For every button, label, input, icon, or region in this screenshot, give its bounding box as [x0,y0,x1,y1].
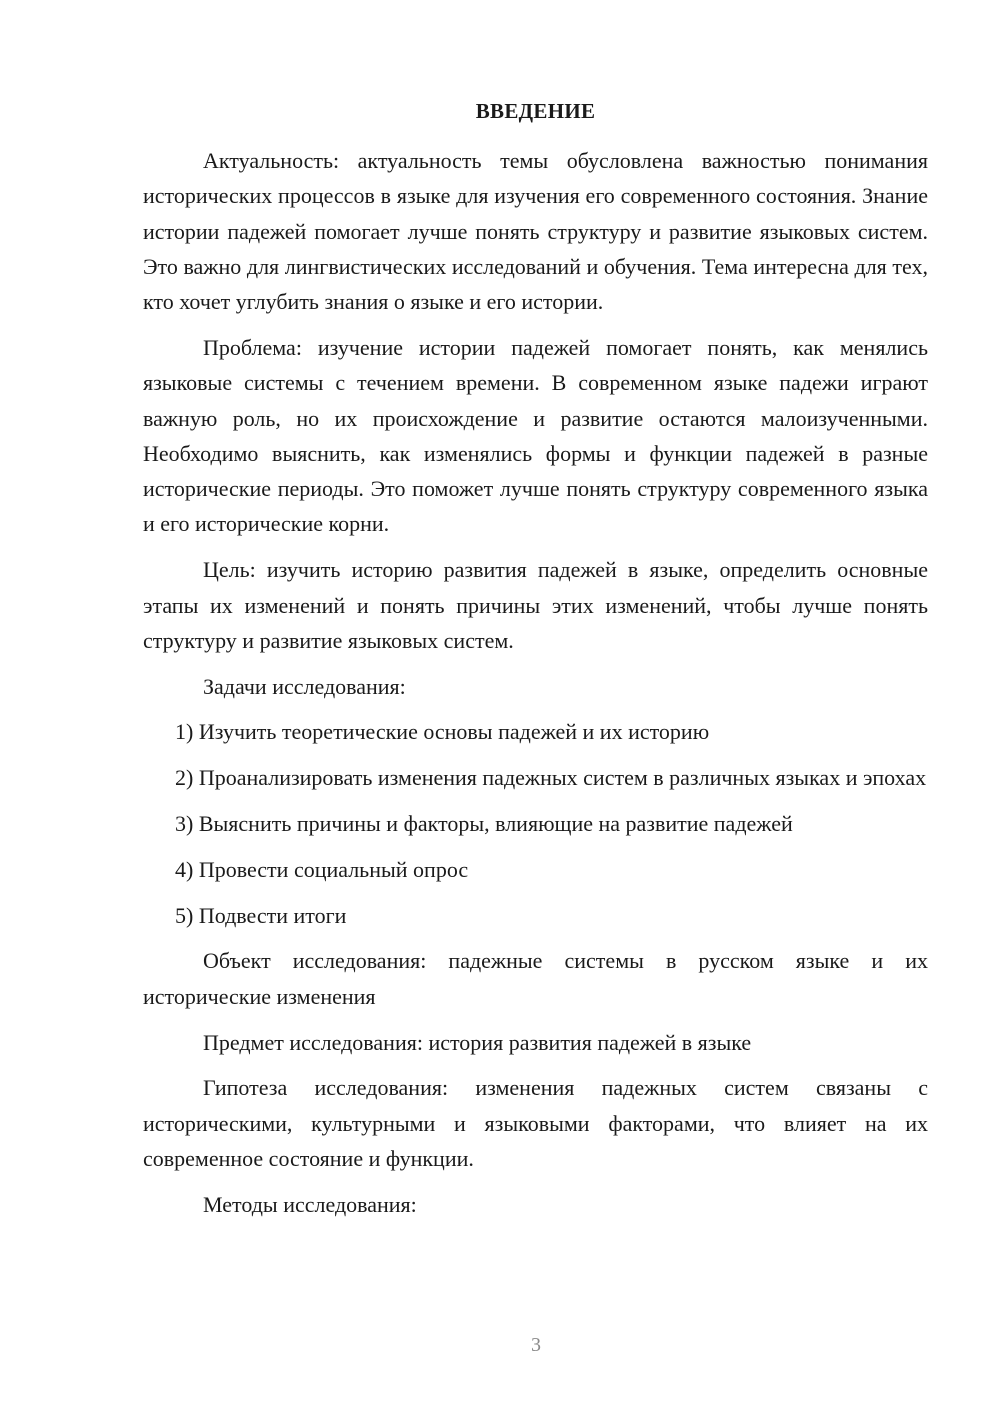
task-item-4: 4) Провести социальный опрос [175,856,469,882]
problem-paragraph: Проблема: изучение истории падежей помогает понять, как менялись языковые системы с течением времени. В современном языке падежи играют важную роль, но их происхождение и развитие остаются малоизученными. Необходимо выяснить, как изменялись формы и функции падежей в разные исторические периоды. Это поможет лучше понять структуру современного языка и его исторические корни. [143,334,928,537]
task-item-3: 3) Выяснить причины и факторы, влияющие на развитие падежей [175,811,793,837]
task-item-5: 5) Подвести итоги [175,902,347,928]
task-item-2: 2) Проанализировать изменения падежных систем в различных языках и эпохах [175,765,927,791]
subject-paragraph: Предмет исследования: история развития падежей в языке [203,1029,752,1055]
relevance-paragraph: Актуальность: актуальность темы обусловлена важностью понимания исторических процессов в языке для изучения его современного состояния. Знание истории падежей помогает лучше понять структуру и развитие языковых систем. Это важно для лингвистических исследований и обучения. Тема интересна для тех, кто хочет углубить знания о языке и его истории. [143,148,928,315]
methods-heading: Методы исследования: [203,1191,417,1217]
hypothesis-paragraph: Гипотеза исследования: изменения падежных систем связаны с историческими, культурными и языковыми факторами, что влияет на их современное состояние и функции. [143,1075,928,1171]
document-page [143,96,928,1233]
object-paragraph: Объект исследования: падежные системы в русском языке и их исторические изменения [143,948,928,1009]
page-title: ВВЕДЕНИЕ [475,99,596,123]
goal-paragraph: Цель: изучить историю развития падежей в языке, определить основные этапы их изменений и понять причины этих изменений, чтобы лучше понять структуру и развитие языковых систем. [143,557,928,653]
page-number: 3 [531,1334,541,1356]
tasks-heading: Задачи исследования: [203,673,406,699]
task-item-1: 1) Изучить теоретические основы падежей и их историю [175,719,710,745]
